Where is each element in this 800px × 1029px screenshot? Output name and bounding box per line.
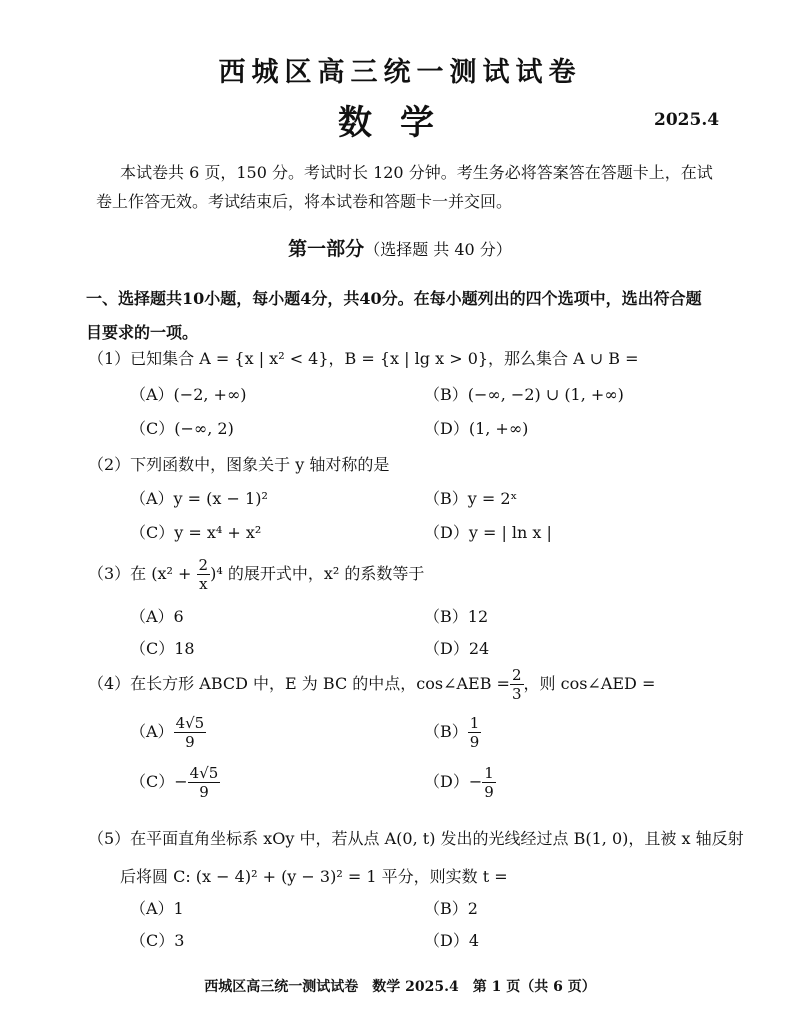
question-3-option-a: （A）6 [130,607,184,626]
question-4-option-c-fraction [188,764,221,801]
question-4-option-b [424,714,481,751]
question-4-option-d-fraction [482,764,496,801]
question-4-fraction-numerator: 2 [511,666,522,684]
question-3-fraction-numerator: 2 [198,556,209,574]
question-1-option-a: （A）(−2, +∞) [130,385,247,404]
question-5-stem-line-1: （5）在平面直角坐标系 xOy 中，若从点 A(0, t) 发出的光线经过点 B(1, 0)，且被 x 轴反射 [88,829,744,848]
question-4-option-b-denominator: 9 [469,733,480,751]
question-4-option-a-label: （A） [130,722,174,741]
question-1-stem: （1）已知集合 A = {x | x² < 4}，B = {x | lg x > 0}，那么集合 A ∪ B = [88,349,639,368]
question-4-option-c-sign: − [174,772,188,791]
question-4-stem-prefix: （4）在长方形 ABCD 中，E 为 BC 的中点，cos∠AEB = [88,674,510,693]
question-3-option-b: （B）12 [424,607,489,626]
question-4-option-b-fraction [468,714,482,751]
question-4-option-b-label: （B） [424,722,468,741]
question-4-option-c-label: （C） [130,772,175,791]
exam-instructions: 本试卷共 6 页，150 分。考试时长 120 分钟。考生务必将答案答在答题卡上，在试卷上作答无效。考试结束后，将本试卷和答题卡一并交回。 [96,163,713,211]
page-footer: 西城区高三统一测试试卷 数学 2025.4 第 1 页（共 6 页） [204,979,596,995]
question-4-fraction-denominator: 3 [511,685,522,703]
question-2-option-c: （C）y = x⁴ + x² [130,523,262,542]
question-2-stem: （2）下列函数中，图象关于 y 轴对称的是 [88,455,390,474]
question-5-option-b: （B）2 [424,899,478,918]
question-4-option-c-denominator: 9 [199,783,209,801]
section-heading: 一、选择题共10小题，每小题4分，共40分。在每小题列出的四个选项中，选出符合题目要求的一项。 [86,289,702,342]
question-3-option-d: （D）24 [424,639,490,658]
question-4-option-c-numerator: 4√5 [189,764,219,782]
exam-title: 西城区高三统一测试试卷 [218,57,582,88]
question-4-option-d-label: （D） [424,772,469,791]
part-heading [0,234,800,261]
question-5-option-d: （D）4 [424,931,480,950]
question-4-stem-suffix: ，则 cos∠AED = [523,674,656,693]
part-subtitle: （选择题 共 40 分） [364,240,512,259]
question-4-option-a-numerator: 4√5 [175,714,205,732]
question-2-option-b: （B）y = 2ˣ [424,489,518,508]
exam-date: 2025.4 [654,110,720,130]
question-4-option-d [424,764,496,801]
question-1-option-d: （D）(1, +∞) [424,419,529,438]
question-2-option-a: （A）y = (x − 1)² [130,489,268,508]
question-4-fraction [510,666,524,703]
question-4-option-a-denominator: 9 [185,733,195,751]
question-3-option-c: （C）18 [130,639,195,658]
question-1-option-b: （B）(−∞, −2) ∪ (1, +∞) [424,385,624,404]
question-3-stem [88,556,424,593]
question-5-stem-line-2: 后将圆 C: (x − 4)² + (y − 3)² = 1 平分，则实数 t = [120,867,508,886]
question-4-option-a [130,714,206,751]
question-3-stem-suffix: )⁴ 的展开式中，x² 的系数等于 [210,564,425,583]
question-4-option-d-denominator: 9 [484,783,494,801]
question-5-option-c: （C）3 [130,931,185,950]
subject-title: 数学 [338,103,462,143]
question-4-option-c [130,764,220,801]
question-4-option-a-fraction [174,714,207,751]
question-4-option-d-sign: − [468,772,483,791]
part-title: 第一部分 [288,238,365,260]
question-4-option-b-numerator: 1 [469,714,480,732]
question-3-fraction-denominator: x [199,575,208,593]
question-4-option-d-numerator: 1 [484,764,494,782]
question-2-option-d: （D）y = | ln x | [424,523,552,542]
question-5-option-a: （A）1 [130,899,184,918]
question-3-fraction [197,556,211,593]
question-3-stem-prefix: （3）在 (x² + [88,564,197,583]
question-4-stem [88,666,655,703]
question-1-option-c: （C）(−∞, 2) [130,419,234,438]
